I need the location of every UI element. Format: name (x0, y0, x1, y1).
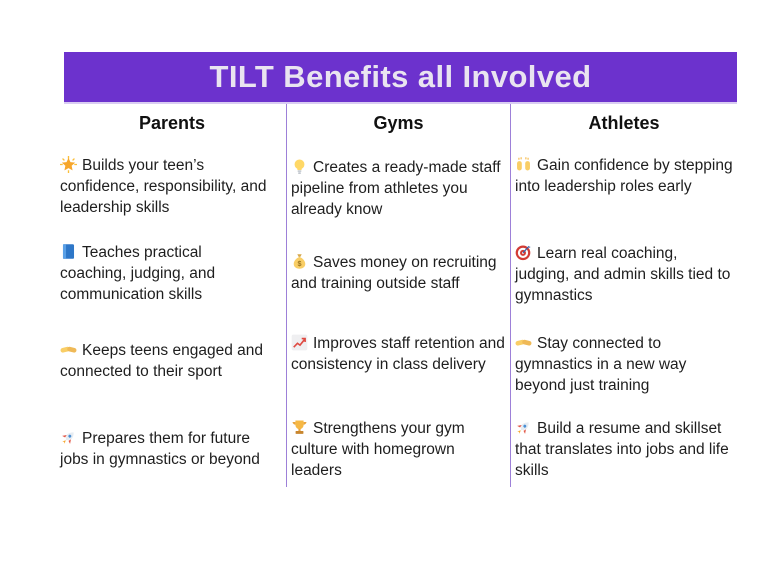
benefit-text: Build a resume and skillset that translates into jobs and life skills (515, 420, 729, 479)
benefit-item (515, 418, 735, 481)
benefit-item (515, 243, 735, 306)
benefit-item (60, 242, 272, 305)
benefits-table (58, 104, 737, 487)
benefit-item (60, 340, 272, 382)
benefit-item (291, 157, 507, 220)
benefit-text: Prepares them for future jobs in gymnastics or beyond (60, 430, 260, 468)
column-title-gyms: Gyms (373, 113, 424, 133)
trophy-icon (291, 419, 308, 436)
light-bulb-icon (291, 158, 308, 175)
money-bag-icon (291, 253, 308, 270)
benefit-item (60, 155, 272, 218)
benefit-item (291, 333, 507, 375)
benefit-item (60, 428, 272, 470)
header-banner (64, 52, 737, 104)
benefit-text: Creates a ready-made staff pipeline from athletes you already know (291, 159, 501, 218)
benefit-text: Gain confidence by stepping into leadership roles early (515, 157, 733, 195)
rocket-icon (60, 429, 77, 446)
benefit-item (515, 155, 735, 197)
direct-hit-icon (515, 244, 532, 261)
benefit-text: Teaches practical coaching, judging, and communication skills (60, 244, 216, 303)
handshake-icon (60, 341, 77, 358)
benefit-text: Improves staff retention and consistency in class delivery (291, 335, 505, 373)
column-title-athletes: Athletes (588, 113, 660, 133)
benefit-text: Learn real coaching, judging, and admin skills tied to gymnastics (515, 245, 731, 304)
page-title: TILT Benefits all Involved (209, 59, 592, 94)
raising-hands-icon (515, 156, 532, 173)
benefit-item (515, 333, 735, 396)
chart-increasing-icon (291, 334, 308, 351)
column-title-parents: Parents (138, 113, 206, 133)
blue-book-icon (60, 243, 77, 260)
handshake-icon (515, 334, 532, 351)
column-athletes (511, 104, 737, 487)
column-gyms (286, 104, 511, 487)
benefit-text: Keeps teens engaged and connected to their sport (60, 342, 263, 380)
benefit-text: Stay connected to gymnastics in a new way beyond just training (515, 335, 687, 394)
benefit-item (291, 418, 507, 481)
glowing-star-icon (60, 156, 77, 173)
benefit-text: Saves money on recruiting and training outside staff (291, 254, 497, 292)
benefit-text: Builds your teen’s confidence, responsibility, and leadership skills (60, 157, 267, 216)
column-parents (58, 104, 286, 487)
rocket-icon (515, 419, 532, 436)
benefit-text: Strengthens your gym culture with homegrown leaders (291, 420, 465, 479)
benefit-item (291, 252, 507, 294)
svg-text:$: $ (297, 258, 302, 268)
